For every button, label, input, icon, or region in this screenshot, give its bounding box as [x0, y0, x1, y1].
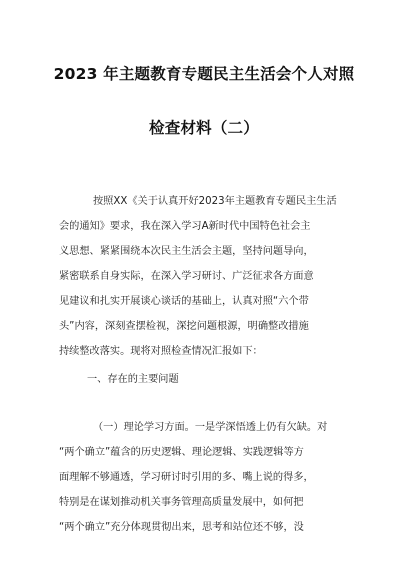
intro-paragraph-line: 会的通知》要求，我在深入学习A新时代中国特色社会主	[59, 221, 311, 232]
intro-paragraph-line: 义思想、紧紧围绕本次民主生活会主题，坚持问题导向，	[59, 246, 314, 257]
body-paragraph-line: “两个确立”充分体现贯彻出来，思考和站位还不够，没	[59, 522, 304, 533]
section-heading: 一、存在的主要问题	[87, 374, 179, 385]
document-title-line-1: 2023 年主题教育专题民主生活会个人对照	[53, 65, 355, 83]
body-paragraph-line: “两个确立”蕴含的历史逻辑、理论逻辑、实践逻辑等方	[59, 447, 304, 458]
body-paragraph-line: 特别是在谋划推动机关事务管理高质量发展中，如何把	[59, 497, 304, 508]
body-paragraph-line: （一）理论学习方面。一是学深悟透上仍有欠缺。对	[93, 422, 328, 433]
intro-paragraph-line: 按照XX《关于认真开好2023年主题教育专题民主生活	[93, 196, 337, 207]
body-paragraph-line: 面理解不够通透，学习研讨时引用的多、嘴上说的得多，	[59, 472, 314, 483]
intro-paragraph-line: 见建议和扎实开展谈心谈话的基础上，认真对照“六个带	[59, 296, 309, 307]
intro-paragraph-line: 持续整改落实。现将对照检查情况汇报如下：	[59, 346, 263, 357]
document-title-line-2: 检查材料（二）	[149, 119, 259, 137]
intro-paragraph-line: 紧密联系自身实际，在深入学习研讨、广泛征求各方面意	[59, 271, 314, 282]
intro-paragraph-line: 头”内容，深刻查摆检视，深挖问题根源，明确整改措施	[59, 321, 309, 332]
